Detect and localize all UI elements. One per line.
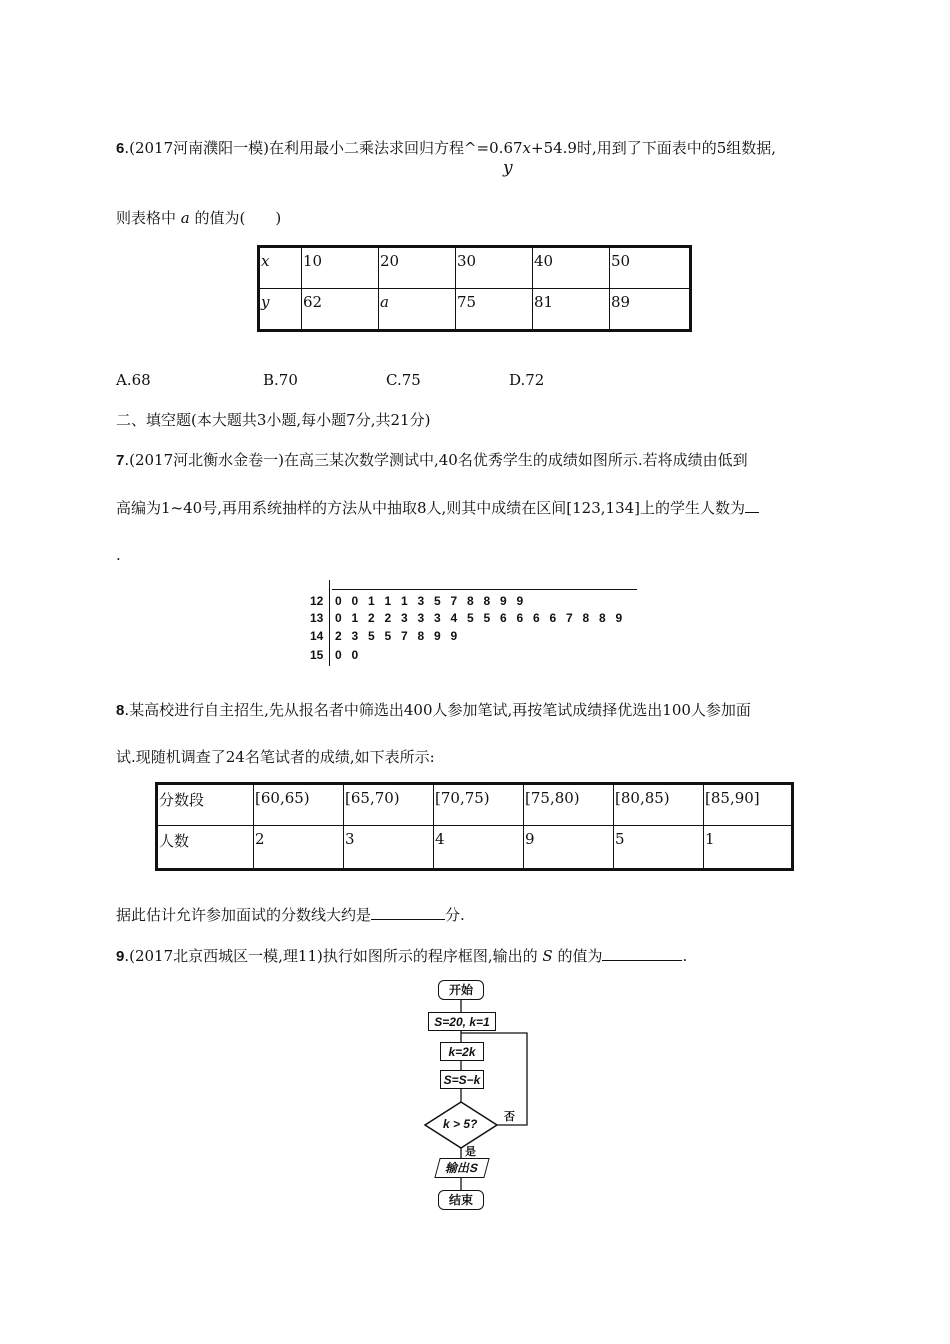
table-cell: y	[259, 289, 302, 331]
table-cell: 10	[302, 247, 379, 289]
leaf-digit: 1	[384, 594, 392, 608]
stem: 14	[310, 629, 324, 643]
leaf-digit: 1	[401, 594, 408, 608]
leaf-digit: 2	[335, 629, 342, 643]
q6-yhat: y	[503, 158, 513, 178]
flowchart-no-label: 否	[504, 1111, 515, 1123]
leaf-digit: 1	[351, 611, 359, 625]
leaf-digit: 0	[335, 594, 342, 608]
flowchart-yes-label: 是	[465, 1146, 476, 1158]
q8-line2: 试.现随机调查了24名笔试者的成绩,如下表所示:	[116, 748, 435, 766]
table-cell: 9	[524, 826, 614, 870]
leaf-digit: 2	[384, 611, 392, 625]
leaf-digit: 6	[533, 611, 540, 625]
leaf-digit: 5	[368, 629, 375, 643]
table-cell: 人数	[157, 826, 254, 870]
leaf-digit: 3	[417, 594, 425, 608]
leaf-digit: 3	[434, 611, 441, 625]
section-heading: 二、填空题(本大题共3小题,每小题7分,共21分)	[116, 411, 431, 429]
table-cell: 62	[302, 289, 379, 331]
leaves-row	[335, 611, 632, 625]
table-cell: [80,85)	[614, 784, 704, 826]
q8-table	[155, 782, 794, 871]
leaf-digit: 7	[566, 611, 573, 625]
flowchart-end: 结束	[438, 1190, 484, 1210]
flowchart-condition: k > 5?	[443, 1117, 478, 1131]
leaf-digit: 5	[467, 611, 474, 625]
table-cell: 50	[610, 247, 691, 289]
table-cell: [65,70)	[344, 784, 434, 826]
leaf-digit: 7	[401, 629, 408, 643]
table-cell: 5	[614, 826, 704, 870]
answer-blank	[745, 498, 759, 513]
q7-number: 7	[116, 452, 125, 469]
leaf-digit: 8	[483, 594, 491, 608]
answer-blank	[371, 905, 445, 920]
leaves-row	[335, 594, 533, 608]
stem-leaf-top-rule	[332, 589, 637, 590]
leaf-digit: 8	[582, 611, 590, 625]
leaf-digit: 5	[434, 594, 441, 608]
q6-line2: 则表格中 a 的值为( )	[116, 209, 282, 227]
stem: 13	[310, 611, 324, 625]
leaf-digit: 6	[500, 611, 507, 625]
table-cell: 2	[254, 826, 344, 870]
leaf-digit: 7	[450, 594, 458, 608]
table-cell: 40	[533, 247, 610, 289]
table-cell: [70,75)	[434, 784, 524, 826]
leaf-digit: 6	[549, 611, 557, 625]
q7-line3: .	[116, 546, 121, 564]
q7-line1: 7.(2017河北衡水金卷一)在高三某次数学测试中,40名优秀学生的成绩如图所示.若将成绩由低到	[116, 451, 748, 469]
leaf-digit: 0	[351, 594, 359, 608]
q8-line3: 据此估计允许参加面试的分数线大约是 分.	[116, 906, 465, 924]
flowchart-step1: k=2k	[440, 1042, 484, 1061]
table-cell: 89	[610, 289, 691, 331]
leaf-digit: 3	[417, 611, 425, 625]
leaf-digit: 8	[599, 611, 606, 625]
flowchart-start: 开始	[438, 980, 484, 1000]
stem-leaf-plot	[305, 580, 640, 668]
flowchart-init: S=20, k=1	[428, 1012, 496, 1031]
table-cell: [75,80)	[524, 784, 614, 826]
q6-option-a: A.68	[116, 371, 151, 389]
q6-option-d: D.72	[509, 371, 545, 389]
leaf-digit: 9	[434, 629, 441, 643]
leaf-digit: 5	[483, 611, 491, 625]
table-cell: [85,90]	[704, 784, 793, 826]
leaves-row	[335, 648, 368, 662]
leaf-digit: 9	[516, 594, 524, 608]
q8-number: 8	[116, 702, 125, 719]
table-cell: a	[379, 289, 456, 331]
leaf-digit: 3	[401, 611, 408, 625]
table-cell: 1	[704, 826, 793, 870]
leaf-digit: 6	[516, 611, 524, 625]
stem: 15	[310, 648, 324, 662]
leaf-digit: 3	[351, 629, 359, 643]
table-cell: [60,65)	[254, 784, 344, 826]
q7-line2: 高编为1~40号,再用系统抽样的方法从中抽取8人,则其中成绩在区间[123,134]上的学生人数为	[116, 498, 759, 518]
q9-number: 9	[116, 948, 125, 965]
table-cell: 分数段	[157, 784, 254, 826]
q6-option-b: B.70	[263, 371, 298, 389]
q6-line1: 6.(2017河南濮阳一模)在利用最小二乘法求回归方程^=0.67x+54.9时,用到了下面表中的5组数据,	[116, 139, 777, 157]
leaf-digit: 0	[351, 648, 359, 662]
leaves-row	[335, 629, 467, 643]
q6-option-c: C.75	[386, 371, 421, 389]
leaf-digit: 0	[335, 611, 342, 625]
leaf-digit: 4	[450, 611, 458, 625]
table-cell: 81	[533, 289, 610, 331]
answer-blank	[602, 946, 682, 961]
flowchart-output: 输出S	[434, 1158, 489, 1178]
leaf-digit: 9	[500, 594, 507, 608]
table-cell: 30	[456, 247, 533, 289]
table-cell: 4	[434, 826, 524, 870]
flowchart	[415, 978, 545, 1213]
table-cell: 20	[379, 247, 456, 289]
q9-line1: 9.(2017北京西城区一模,理11)执行如图所示的程序框图,输出的 S 的值为 .	[116, 947, 688, 965]
leaf-digit: 8	[467, 594, 474, 608]
table-cell: 3	[344, 826, 434, 870]
q6-table	[257, 245, 692, 332]
stem-leaf-divider	[329, 580, 330, 666]
leaf-digit: 2	[368, 611, 375, 625]
q8-line1: 8.某高校进行自主招生,先从报名者中筛选出400人参加笔试,再按笔试成绩择优选出100人参加面	[116, 701, 751, 719]
flowchart-step2: S=S−k	[440, 1070, 484, 1089]
table-cell: x	[259, 247, 302, 289]
leaf-digit: 5	[384, 629, 392, 643]
leaf-digit: 9	[450, 629, 458, 643]
leaf-digit: 8	[417, 629, 425, 643]
stem: 12	[310, 594, 324, 608]
table-cell: 75	[456, 289, 533, 331]
leaf-digit: 1	[368, 594, 375, 608]
q6-number: 6	[116, 140, 125, 157]
leaf-digit: 9	[615, 611, 623, 625]
leaf-digit: 0	[335, 648, 342, 662]
